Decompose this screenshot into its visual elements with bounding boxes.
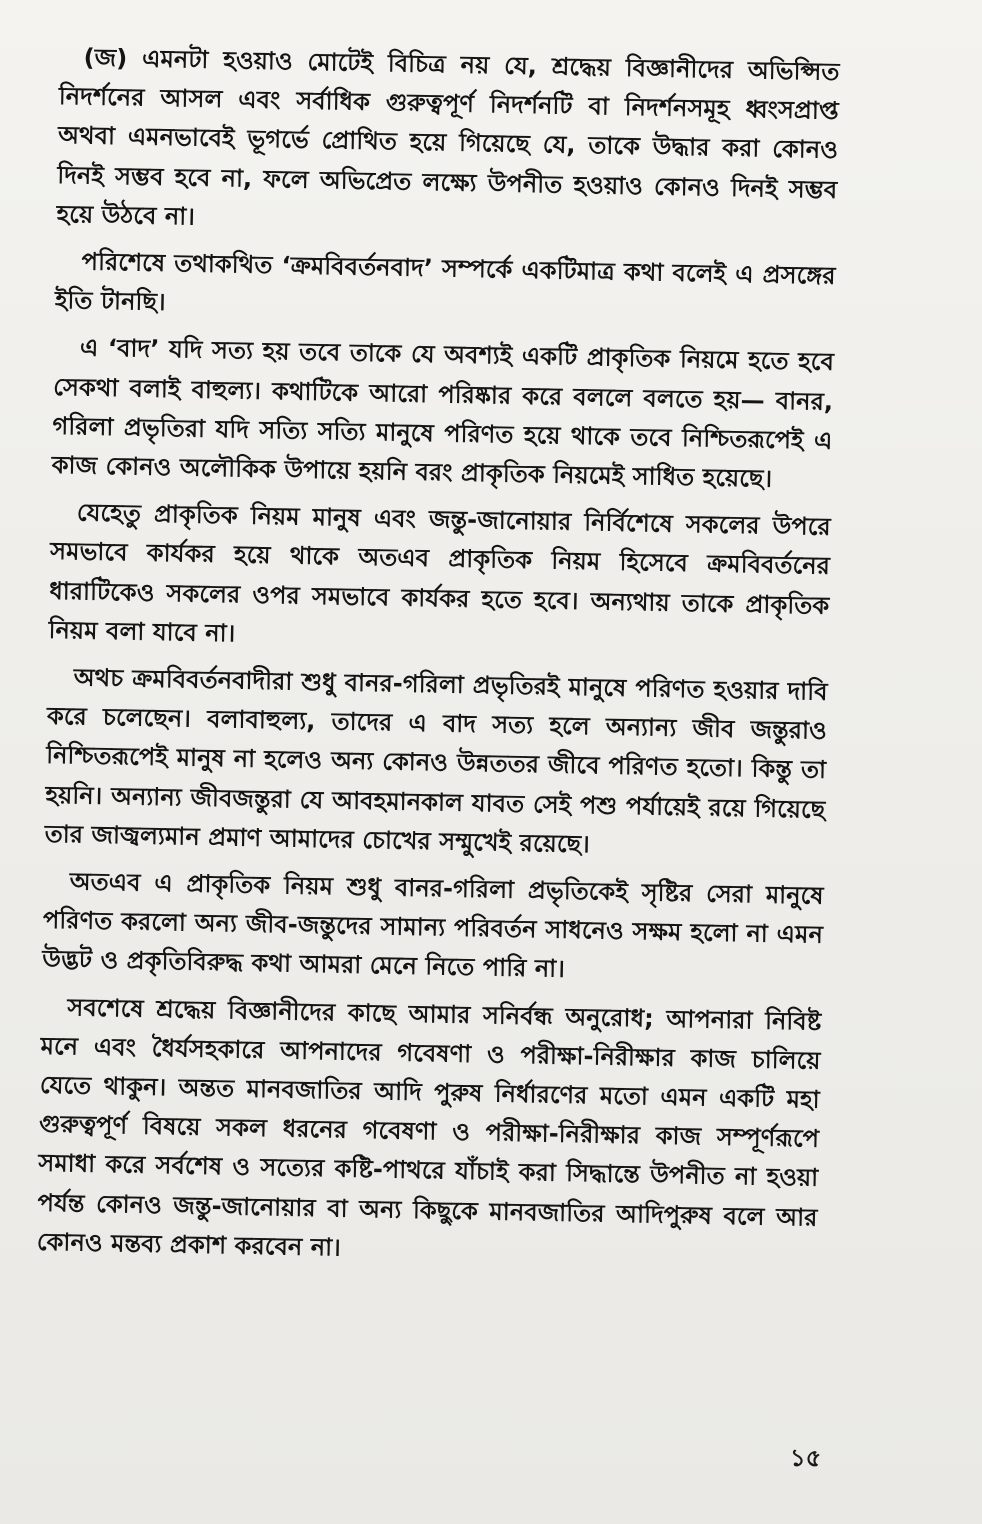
paragraph-5: অথচ ক্রমবিবর্তনবাদীরা শুধু বানর-গরিলা প্রভৃতিরই মানুষে পরিণত হওয়ার দাবি করে চলেছেন। বলাবাহুল্য, তাদের এ বাদ সত্য হলে অন্যান্য জীব জন্তুরাও নিশ্চিতরূপেই মানুষ না হলেও অন্য কোনও উন্নততর জীবে পরিণত হতো। কিন্তু তা হয়নি। অন্যান্য জীবজন্তুরা যে আবহমানকাল যাবত সেই পশু পর্যায়েই রয়ে গিয়েছে তার জাজ্বল্যমান প্রমাণ আমাদের চোখের সম্মুখেই রয়েছে। [44,663,828,859]
paragraph-2: পরিশেষে তথাকথিত ‘ক্রমবিবর্তনবাদ’ সম্পর্কে একটিমাত্র কথা বলেই এ প্রসঙ্গের ইতি টানছি। [54,247,836,317]
paragraph-7: সবশেষে শ্রদ্ধেয় বিজ্ঞানীদের কাছে আমার সনির্বন্ধ অনুরোধ; আপনারা নিবিষ্ট মনে এবং ধৈর্যসহকারে আপনাদের গবেষণা ও পরীক্ষা-নিরীক্ষার কাজ চালিয়ে যেতে থাকুন। অন্তত মানবজাতির আদি পুরুষ নির্ধারণের মতো এমন একটি মহা গুরুত্বপূর্ণ বিষয়ে সকল ধরনের গবেষণা ও পরীক্ষা-নিরীক্ষার কাজ সম্পূর্ণরূপে সমাধা করে সর্বশেষ ও সত্যের কষ্টি-পাথরে যাঁচাই করা সিদ্ধান্তে উপনীত না হওয়া পর্যন্ত কোনও জন্তু-জানোয়ার বা অন্য কিছুকে মানবজাতির আদিপুরুষ বলে আর কোনও মন্তব্য প্রকাশ করবেন না। [36,992,822,1262]
page-number: ১৫ [790,1444,822,1472]
paragraph-4: যেহেতু প্রাকৃতিক নিয়ম মানুষ এবং জন্তু-জানোয়ার নির্বিশেষে সকলের উপরে সমভাবে কার্যকর হয়ে থাকে অতএব প্রাকৃতিক নিয়ম হিসেবে ক্রমবিবর্তনের ধারাটিকেও সকলের ওপর সমভাবে কার্যকর হতে হবে। অন্যথায় তাকে প্রাকৃতিক নিয়ম বলা যাবে না। [48,498,832,648]
paragraph-3: এ ‘বাদ’ যদি সত্য হয় তবে তাকে যে অবশ্যই একটি প্রাকৃতিক নিয়মে হতে হবে সেকথা বলাই বাহুল্য। কথাটিকে আরো পরিষ্কার করে বললে বলতে হয়— বানর, গরিলা প্রভৃতিরা যদি সত্যি সত্যি মানুষে পরিণত হয়ে থাকে তবে নিশ্চিতরূপেই এ কাজ কোনও অলৌকিক উপায়ে হয়নি বরং প্রাকৃতিক নিয়মেই সাধিত হয়েছে। [51,333,835,493]
paragraph-6: অতএব এ প্রাকৃতিক নিয়ম শুধু বানর-গরিলা প্রভৃতিকেই সৃষ্টির সেরা মানুষে পরিণত করলো অন্য জীব-জন্তুদের সামান্য পরিবর্তন সাধনেও সক্ষম হলো না এমন উদ্ভট ও প্রকৃতিবিরুদ্ধ কথা আমরা মেনে নিতে পারি না। [42,867,824,984]
paragraph-1: (জ) এমনটা হওয়াও মোটেই বিচিত্র নয় যে, শ্রদ্ধেয় বিজ্ঞানীদের অভিপ্সিত নিদর্শনের আসল এবং সর্বাধিক গুরুত্বপূর্ণ নিদর্শনটি বা নিদর্শনসমূহ ধ্বংসপ্রাপ্ত অথবা এমনভাবেই ভূগর্ভে প্রোথিত হয়ে গিয়েছে যে, তাকে উদ্ধার করা কোনও দিনই সম্ভব হবে না, ফলে অভিপ্রেত লক্ষ্যে উপনীত হওয়াও কোনও দিনই সম্ভব হয়ে উঠবে না। [56,43,840,231]
page-body [36,38,840,1285]
